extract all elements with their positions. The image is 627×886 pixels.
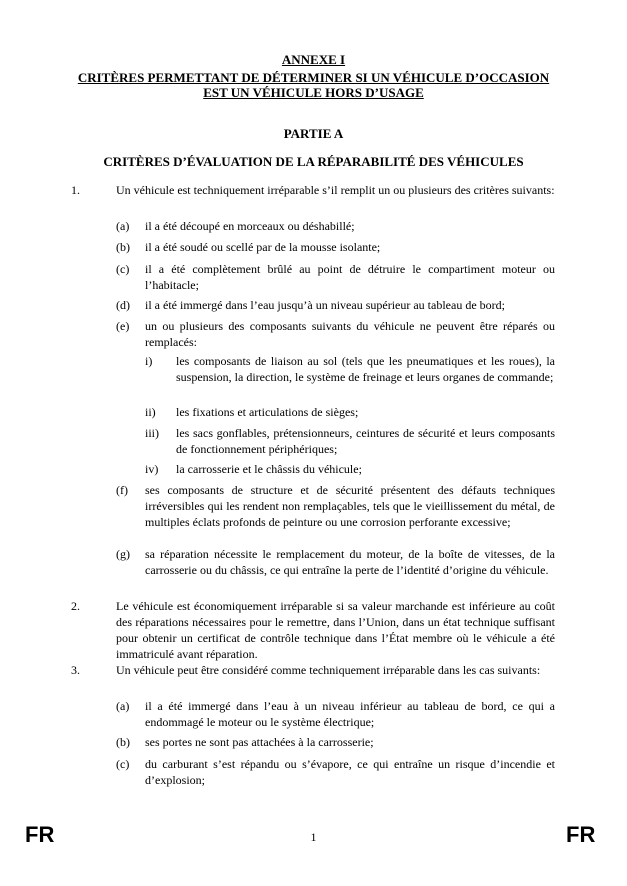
item-1c-label: (c) xyxy=(116,262,130,276)
item-1e-iv-text: la carrosserie et le châssis du véhicule; xyxy=(176,462,362,476)
page-number: 1 xyxy=(310,830,317,844)
item-1g-label: (g) xyxy=(116,547,130,561)
annex-heading: ANNEXE I xyxy=(281,52,346,67)
item-1a-text: il a été découpé en morceaux ou déshabillé; xyxy=(145,219,355,233)
item-3-number: 3. xyxy=(71,663,80,677)
annex-title-line-1: CRITÈRES PERMETTANT DE DÉTERMINER SI UN VÉHICULE D’OCCASION xyxy=(77,70,550,85)
item-1e-i-label: i) xyxy=(145,354,153,368)
item-1-number: 1. xyxy=(71,183,80,197)
footer-language-right: FR xyxy=(566,822,596,847)
part-heading: PARTIE A xyxy=(283,126,344,141)
item-1f-label: (f) xyxy=(116,483,128,497)
item-1e-iii-label: iii) xyxy=(145,426,159,440)
item-1e-ii-label: ii) xyxy=(145,405,156,419)
item-1e-i-text: les composants de liaison au sol (tels que les pneumatiques et les roues), la suspension, la direction, le système de freinage et leurs organes de commande; xyxy=(176,354,555,384)
annex-title-line-2: EST UN VÉHICULE HORS D’USAGE xyxy=(203,85,424,100)
item-1b-label: (b) xyxy=(116,240,130,254)
item-1d-text: il a été immergé dans l’eau jusqu’à un niveau supérieur au tableau de bord; xyxy=(145,298,505,312)
item-1e-label: (e) xyxy=(116,319,130,333)
part-title: CRITÈRES D’ÉVALUATION DE LA RÉPARABILITÉ DES VÉHICULES xyxy=(103,154,524,169)
item-2-text: Le véhicule est économiquement irréparable si sa valeur marchande est inférieure au coût des réparations nécessaires pour le remettre, dans l’Union, dans un état technique suffisant pour obtenir un certificat de contrôle technique dans l’État membre où le véhicule a été immatriculé avant réparation. xyxy=(116,599,555,661)
item-1d-label: (d) xyxy=(116,298,130,312)
item-1b-text: il a été soudé ou scellé par de la mousse isolante; xyxy=(145,240,381,254)
item-1f-text: ses composants de structure et de sécurité présentent des défauts techniques irréversibles qui les rendent non remplaçables, tels que le vieillissement du métal, de multiples éclats profonds de peinture ou une corrosion perforante excessive; xyxy=(145,483,555,529)
item-3-text: Un véhicule peut être considéré comme techniquement irréparable dans les cas suivants: xyxy=(116,663,541,677)
item-3a-text: il a été immergé dans l’eau à un niveau inférieur au tableau de bord, ce qui a endommagé le moteur ou le système électrique; xyxy=(145,699,555,729)
item-1e-text: un ou plusieurs des composants suivants du véhicule ne peuvent être réparés ou remplacés: xyxy=(145,319,555,349)
footer-language-left: FR xyxy=(25,822,55,847)
item-3b-label: (b) xyxy=(116,735,130,749)
item-3b-text: ses portes ne sont pas attachées à la carrosserie; xyxy=(145,735,374,749)
item-3a-label: (a) xyxy=(116,699,130,713)
item-2-number: 2. xyxy=(71,599,80,613)
item-1-text: Un véhicule est techniquement irréparable s’il remplit un ou plusieurs des critères suivants: xyxy=(116,183,555,197)
item-1e-iii-text: les sacs gonflables, prétensionneurs, ceintures de sécurité et leurs composants de fonctionnement périphériques; xyxy=(176,426,555,456)
item-1c-text: il a été complètement brûlé au point de détruire le compartiment moteur ou l’habitacle; xyxy=(145,262,555,292)
item-1g-text: sa réparation nécessite le remplacement du moteur, de la boîte de vitesses, de la carrosserie ou du châssis, ce qui entraîne la perte de l’identité d’origine du véhicule. xyxy=(145,547,555,577)
item-1e-ii-text: les fixations et articulations de sièges; xyxy=(176,405,359,419)
item-1e-iv-label: iv) xyxy=(145,462,159,476)
item-1a-label: (a) xyxy=(116,219,130,233)
item-3c-text: du carburant s’est répandu ou s’évapore, ce qui entraîne un risque d’incendie et d’explosion; xyxy=(145,757,555,787)
item-3c-label: (c) xyxy=(116,757,130,771)
